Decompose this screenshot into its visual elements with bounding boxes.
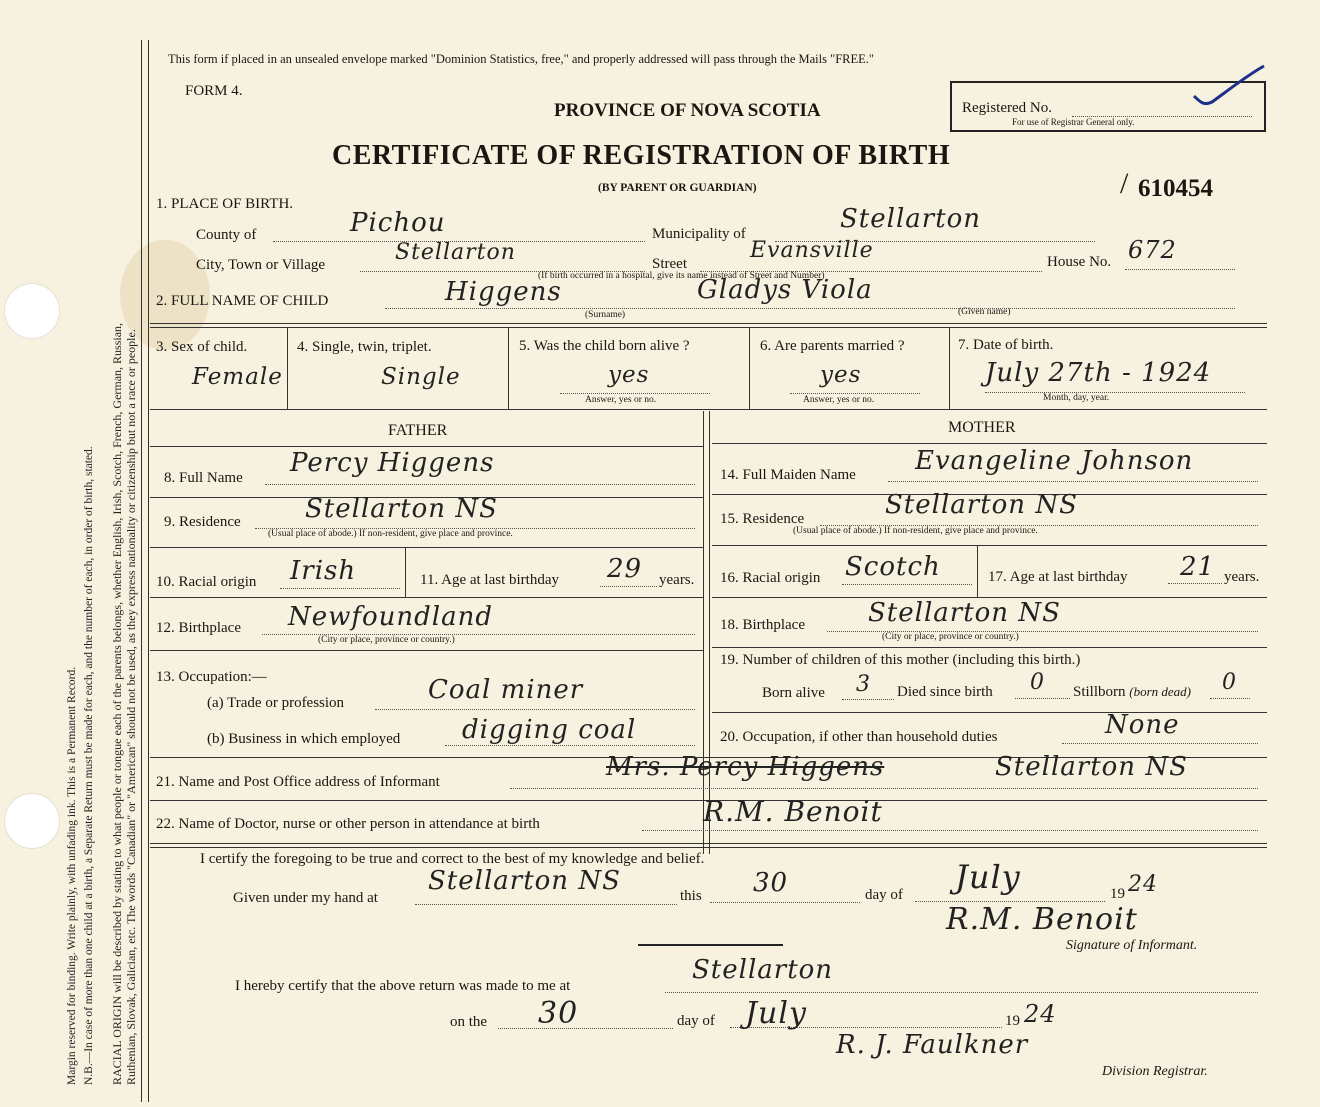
plurality-value: Single (381, 364, 461, 390)
registrar-month: July (745, 996, 807, 1031)
child-surname: Higgens (445, 277, 562, 307)
born-alive-count: 3 (856, 672, 871, 697)
mother-residence-caption: (Usual place of abode.) If non-resident, give place and province. (793, 526, 1038, 536)
cert-day-of-label: day of (865, 887, 903, 903)
cert-day: 30 (753, 868, 789, 898)
registrar-day: 30 (538, 996, 579, 1031)
margin-note-1: Margin reserved for binding. Write plainly, with unfading ink. This is a Permanent Record. (66, 666, 78, 1085)
rule-2b (150, 327, 1267, 328)
registered-label: Registered No. (962, 100, 1052, 116)
signature-separator (638, 944, 783, 946)
cert-this-label: this (680, 888, 702, 904)
form-number: FORM 4. (185, 83, 243, 99)
parents-married-line (790, 393, 920, 394)
municipality-label: Municipality of (652, 226, 746, 242)
rule-2 (150, 323, 1267, 324)
punch-hole-bottom (4, 793, 60, 849)
mother-occupation-line (1062, 743, 1258, 744)
place-of-birth-label: 1. PLACE OF BIRTH. (156, 196, 294, 212)
margin-rule-inner (148, 40, 149, 1102)
father-birthplace-value: Newfoundland (288, 602, 494, 632)
registrar-place-line (665, 992, 1258, 993)
stillborn-note: (born dead) (1129, 684, 1192, 699)
father-birthplace-label: 12. Birthplace (156, 620, 241, 636)
father-rule-3 (150, 597, 703, 598)
mother-racial-label: 16. Racial origin (720, 570, 821, 586)
mother-age-line (1168, 583, 1222, 584)
informant-signature-caption: Signature of Informant. (1066, 938, 1198, 953)
certificate-number: 610454 (1138, 175, 1213, 202)
father-rule-2 (150, 547, 703, 548)
informant-line (510, 788, 1258, 789)
punch-hole-top (4, 283, 60, 339)
margin-note-4: Ruthenian, Slovak, Galician, etc. The words "Canadian" or "American" should not be used, as they express nationality or citizenship but not a race or people. (124, 329, 138, 1085)
business-value: digging coal (462, 715, 637, 745)
died-since-birth-line (1015, 698, 1070, 699)
father-rule-4 (150, 650, 703, 651)
page-title: CERTIFICATE OF REGISTRATION OF BIRTH (332, 140, 951, 171)
mother-racial-divider (977, 545, 978, 597)
mother-racial-line (842, 584, 972, 585)
certificate-number-slash: / (1120, 167, 1129, 200)
registrar-statement: I hereby certify that the above return was made to me at (235, 978, 571, 994)
registered-note: For use of Registrar General only. (1012, 117, 1135, 127)
father-birthplace-caption: (City or place, province or country.) (318, 635, 455, 645)
father-residence-label: 9. Residence (164, 514, 241, 530)
father-years-label: years. (659, 572, 695, 588)
stillborn-count: 0 (1222, 670, 1237, 695)
registrar-year-prefix: 19 (1005, 1013, 1020, 1029)
check-mark (1190, 62, 1270, 112)
child-name-label: 2. FULL NAME OF CHILD (156, 293, 329, 309)
informant-signature: R.M. Benoit (946, 902, 1138, 937)
cert-year-suffix: 24 (1128, 872, 1158, 897)
doctor-value: R.M. Benoit (703, 795, 883, 828)
born-alive-caption: Answer, yes or no. (585, 395, 657, 405)
born-alive-count-line (842, 699, 894, 700)
rule-cert (150, 843, 1267, 844)
city-value: Stellarton (395, 240, 516, 265)
page-subtitle: (BY PARENT OR GUARDIAN) (598, 182, 757, 194)
father-name-line (265, 484, 695, 485)
business-label: (b) Business in which employed (207, 731, 401, 747)
mother-name-label: 14. Full Maiden Name (720, 467, 856, 483)
street-label: Street (652, 256, 687, 272)
street-value: Evansville (750, 238, 874, 263)
hospital-note: (If birth occurred in a hospital, give its name instead of Street and Number) (538, 271, 825, 281)
mother-occupation-value: None (1105, 710, 1180, 740)
cert-year-prefix: 19 (1110, 886, 1125, 902)
row3-divider-2 (508, 327, 509, 409)
registrar-day-line (498, 1028, 673, 1029)
date-of-birth-line (985, 392, 1245, 393)
mother-heading-rule (712, 443, 1267, 444)
stillborn-label (1073, 684, 1191, 701)
certification-statement: I certify the foregoing to be true and correct to the best of my knowledge and belief. (200, 851, 705, 867)
informant-label: 21. Name and Post Office address of Informant (156, 774, 440, 790)
given-place-line (415, 904, 677, 905)
born-alive-value: yes (608, 362, 650, 388)
child-given-name: Gladys Viola (697, 275, 873, 305)
date-of-birth-caption: Month, day, year. (1043, 393, 1110, 403)
mother-birthplace-label: 18. Birthplace (720, 617, 805, 633)
parents-married-label: 6. Are parents married ? (760, 338, 905, 354)
father-residence-value: Stellarton NS (305, 494, 498, 524)
business-line (445, 745, 695, 746)
died-since-birth-count: 0 (1030, 670, 1045, 695)
mother-rule-5 (712, 712, 1267, 713)
mother-birthplace-value: Stellarton NS (868, 598, 1061, 628)
father-age-value: 29 (607, 554, 643, 584)
trade-line (375, 709, 695, 710)
free-mail-notice: This form if placed in an unsealed envelope marked "Dominion Statistics, free," and properly addressed will pass through the Mails "FREE." (168, 52, 875, 66)
stillborn-line (1210, 698, 1250, 699)
house-line (1125, 269, 1235, 270)
trade-label: (a) Trade or profession (207, 695, 345, 711)
mother-age-label: 17. Age at last birthday (988, 569, 1128, 585)
father-residence-caption: (Usual place of abode.) If non-resident, give place and province. (268, 529, 513, 539)
father-racial-label: 10. Racial origin (156, 574, 257, 590)
father-racial-divider (405, 547, 406, 597)
registrar-signature-caption: Division Registrar. (1102, 1064, 1208, 1079)
rule-cert-b (150, 847, 1267, 848)
mother-age-value: 21 (1180, 552, 1216, 582)
registrar-on-the-label: on the (450, 1014, 488, 1030)
parents-married-value: yes (820, 362, 862, 388)
date-of-birth-label: 7. Date of birth. (958, 337, 1054, 353)
county-value: Pichou (350, 208, 446, 238)
born-alive-line (560, 393, 710, 394)
registrar-signature: R. J. Faulkner (836, 1030, 1029, 1060)
occupation-label: 13. Occupation:— (156, 669, 267, 685)
sex-value: Female (192, 364, 283, 390)
registrar-place: Stellarton (692, 955, 834, 985)
children-count-label: 19. Number of children of this mother (including this birth.) (720, 652, 1081, 668)
father-heading-rule (150, 446, 703, 447)
row3-divider-1 (287, 327, 288, 409)
trade-value: Coal miner (428, 675, 584, 705)
row3-divider-4 (949, 327, 950, 409)
doctor-label: 22. Name of Doctor, nurse or other person in attendance at birth (156, 816, 540, 832)
row3-divider-3 (749, 327, 750, 409)
mother-birthplace-caption: (City or place, province or country.) (882, 632, 1019, 642)
father-heading: FATHER (388, 422, 448, 439)
plurality-label: 4. Single, twin, triplet. (297, 339, 432, 355)
informant-struck-name: Mrs. Percy Higgens (606, 752, 885, 782)
mother-name-value: Evangeline Johnson (915, 446, 1194, 476)
cert-day-line (710, 902, 860, 903)
registrar-day-of-label: day of (677, 1013, 715, 1029)
registrar-year-suffix: 24 (1024, 1000, 1057, 1028)
mother-rule-4 (712, 647, 1267, 648)
mother-racial-value: Scotch (845, 552, 941, 582)
father-age-line (600, 586, 657, 587)
mother-occupation-label: 20. Occupation, if other than household duties (720, 729, 998, 745)
father-age-label: 11. Age at last birthday (420, 572, 559, 588)
house-label: House No. (1047, 254, 1112, 270)
province-heading: PROVINCE OF NOVA SCOTIA (554, 100, 821, 121)
informant-address: Stellarton NS (995, 752, 1188, 782)
child-name-line (385, 308, 1235, 309)
county-label: County of (196, 227, 257, 243)
father-racial-line (280, 588, 400, 589)
surname-caption: (Surname) (585, 310, 626, 320)
margin-rule (141, 40, 142, 1102)
given-place: Stellarton NS (428, 866, 621, 896)
given-under-label: Given under my hand at (233, 890, 378, 906)
house-value: 672 (1128, 236, 1177, 264)
cert-month: July (955, 858, 1021, 896)
rule-3 (150, 409, 1267, 410)
mother-years-label: years. (1224, 569, 1260, 585)
given-name-caption: (Given name) (958, 307, 1011, 317)
municipality-value: Stellarton (840, 204, 982, 234)
father-name-label: 8. Full Name (164, 470, 243, 486)
margin-note-2: N.B.—In case of more than one child at a birth, a Separate Return must be made for each, and the number of each, in order of birth, stated. (83, 446, 95, 1085)
father-racial-value: Irish (290, 556, 357, 586)
mother-heading: MOTHER (948, 419, 1016, 436)
stillborn-label-text: Stillborn (1073, 684, 1126, 700)
died-since-birth-label: Died since birth (897, 684, 993, 700)
date-of-birth-value: July 27th - 1924 (985, 358, 1212, 388)
born-alive-label: 5. Was the child born alive ? (519, 338, 690, 354)
mother-name-line (888, 481, 1258, 482)
born-alive-count-label: Born alive (762, 685, 825, 701)
city-label: City, Town or Village (196, 257, 326, 273)
margin-note-3: RACIAL ORIGIN will be described by stating to what people or tongue each of the parents belongs, whether English, Irish, Scotch, French, German, Russian, (110, 322, 124, 1085)
mother-residence-value: Stellarton NS (885, 490, 1078, 520)
mother-rule-2 (712, 545, 1267, 546)
father-name-value: Percy Higgens (290, 448, 495, 478)
doctor-line (642, 830, 1258, 831)
mother-residence-label: 15. Residence (720, 511, 805, 527)
sex-label: 3. Sex of child. (156, 339, 248, 355)
parents-married-caption: Answer, yes or no. (803, 395, 875, 405)
